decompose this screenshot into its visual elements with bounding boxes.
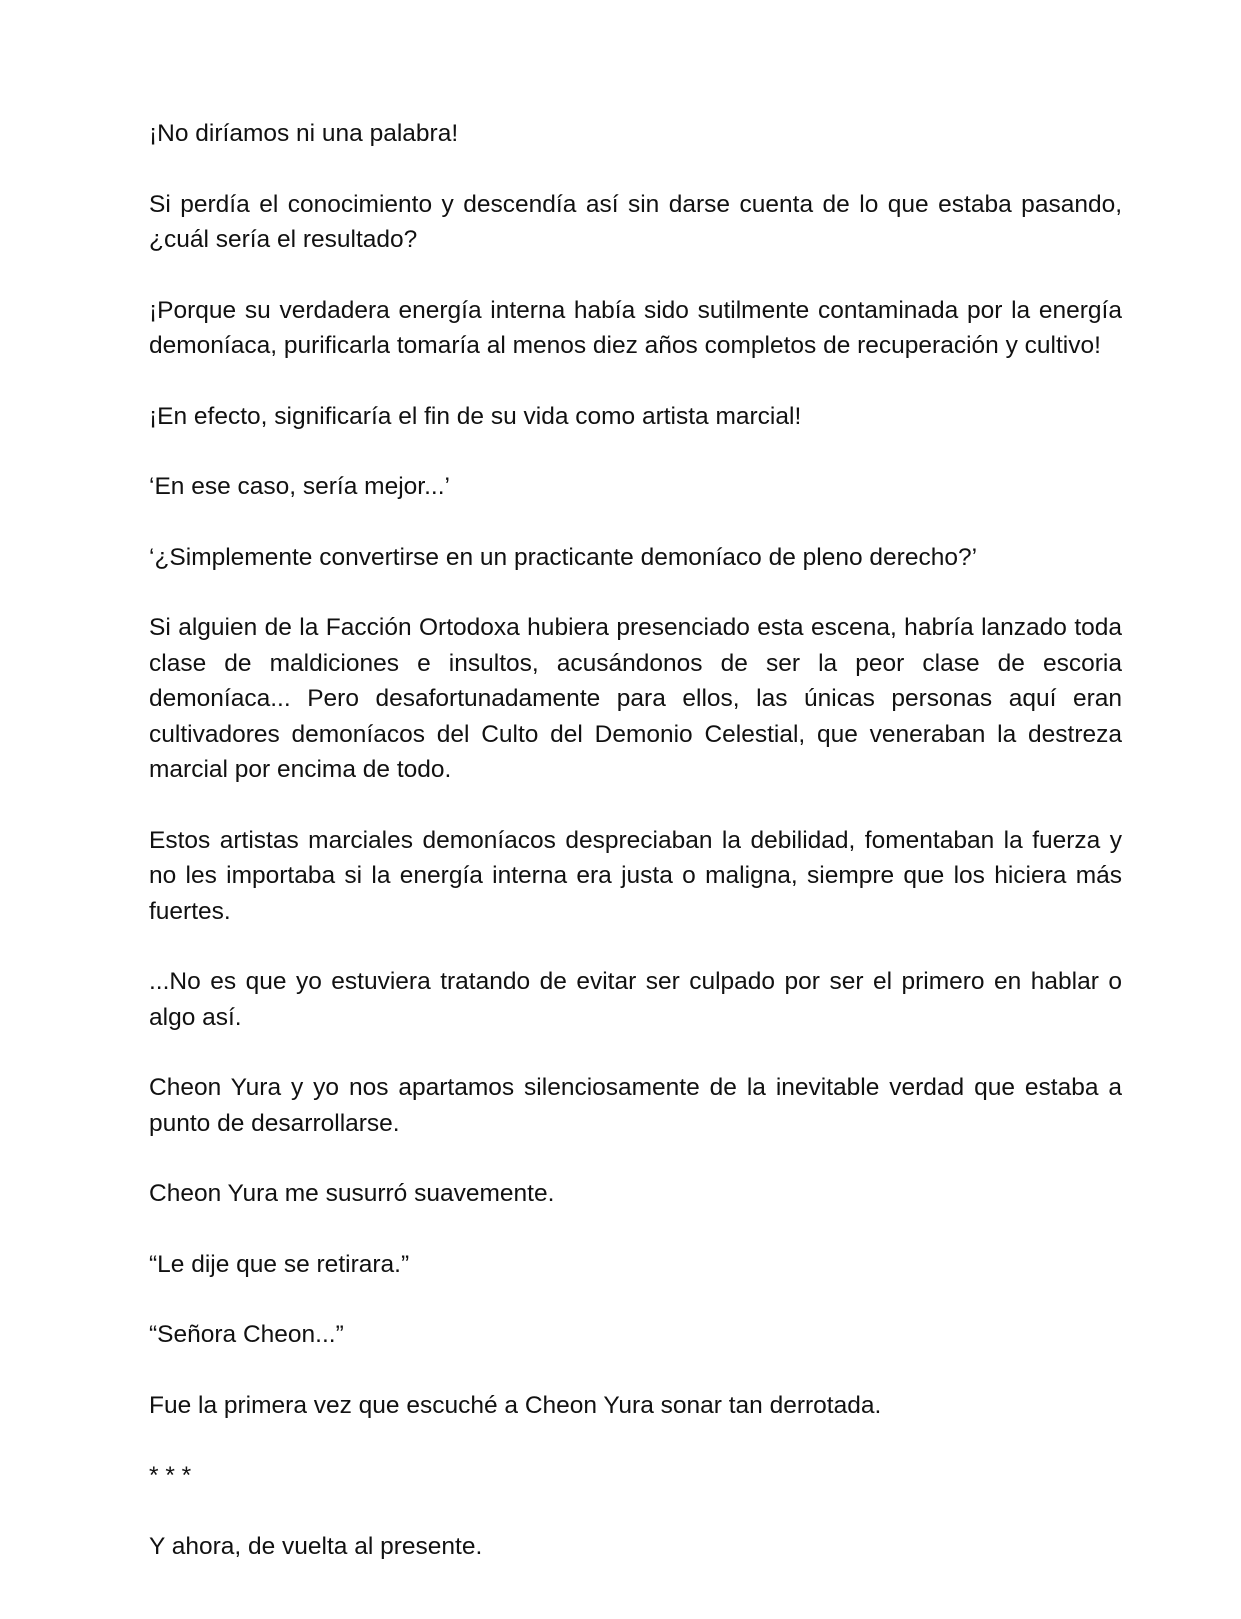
paragraph: Cheon Yura y yo nos apartamos silenciosamente de la inevitable verdad que estaba a punto de desarrollarse. [149, 1074, 1122, 1137]
paragraph: “Le dije que se retirara.” [149, 1250, 410, 1278]
paragraph: Fue la primera vez que escuché a Cheon Yura sonar tan derrotada. [149, 1391, 882, 1419]
paragraph: Estos artistas marciales demoníacos despreciaban la debilidad, fomentaban la fuerza y no les importaba si la energía interna era justa o maligna, siempre que los hiciera más fuertes. [149, 826, 1122, 925]
paragraph: ¡En efecto, significaría el fin de su vida como artista marcial! [149, 402, 802, 430]
paragraph: ¡Porque su verdadera energía interna había sido sutilmente contaminada por la energía demoníaca, purificarla tomaría al menos diez años completos de recuperación y cultivo! [149, 296, 1122, 359]
paragraph: Si alguien de la Facción Ortodoxa hubiera presenciado esta escena, habría lanzado toda clase de maldiciones e insultos, acusándonos de ser la peor clase de escoria demoníaca... Pero desafortunadamente para ellos, las únicas personas aquí eran cultivadores demoníacos del Culto del Demonio Celestial, que veneraban la destreza marcial por encima de todo. [149, 614, 1122, 783]
paragraph: Si perdía el conocimiento y descendía así sin darse cuenta de lo que estaba pasando, ¿cuál sería el resultado? [149, 190, 1122, 253]
paragraph: ‘En ese caso, sería mejor...’ [149, 473, 450, 500]
paragraph: “Señora Cheon...” [149, 1321, 344, 1348]
paragraph: ...No es que yo estuviera tratando de evitar ser culpado por ser el primero en hablar o algo así. [149, 968, 1122, 1031]
document-page [149, 116, 1122, 1599]
paragraph: ‘¿Simplemente convertirse en un practicante demoníaco de pleno derecho?’ [149, 543, 978, 571]
paragraph: ¡No diríamos ni una palabra! [149, 120, 459, 147]
paragraph: Y ahora, de vuelta al presente. [149, 1532, 483, 1560]
scene-break: * * * [149, 1462, 192, 1489]
paragraph: Cheon Yura me susurró suavemente. [149, 1180, 555, 1207]
